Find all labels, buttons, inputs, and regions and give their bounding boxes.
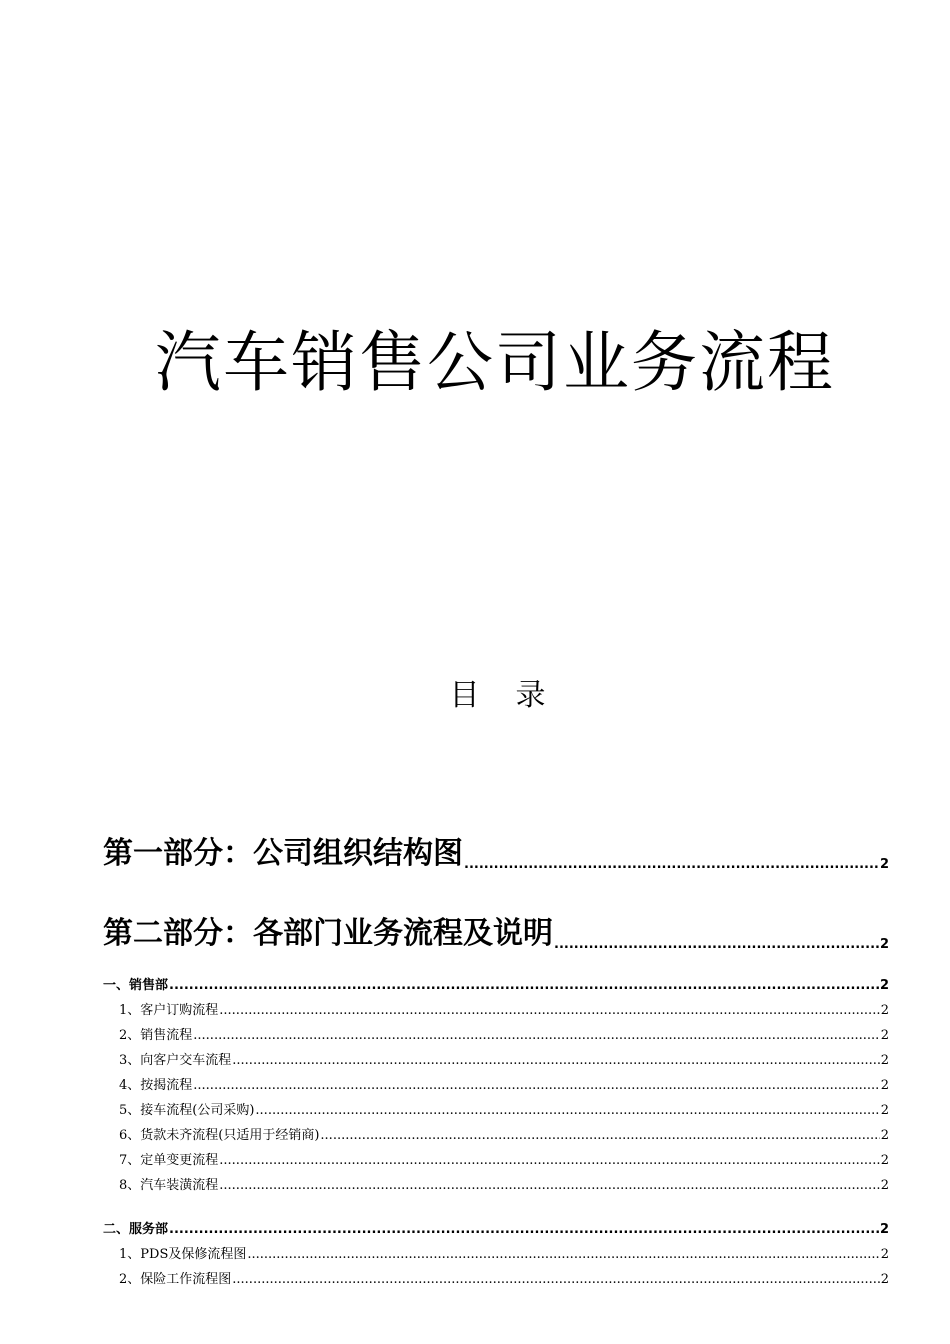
toc-item-label: 4、按揭流程 — [119, 1078, 193, 1093]
toc-section-service[interactable] — [103, 1219, 889, 1241]
toc-part-label: 第一部分：公司组织结构图 — [103, 836, 463, 871]
toc-leader-dots — [219, 1150, 879, 1172]
toc-page-number: 2 — [880, 1003, 889, 1018]
toc-item[interactable] — [103, 1175, 889, 1197]
toc-leader-dots — [247, 1244, 879, 1266]
toc-item[interactable] — [103, 1150, 889, 1172]
toc-item-label: 2、销售流程 — [119, 1028, 193, 1043]
toc-leader-dots — [232, 1050, 879, 1072]
document-title: 汽车销售公司业务流程 — [155, 324, 835, 401]
toc-item[interactable] — [103, 1050, 889, 1072]
toc-section-label: 一、销售部 — [103, 978, 169, 993]
toc-item-label: 3、向客户交车流程 — [119, 1053, 232, 1068]
toc-part-2[interactable] — [103, 912, 889, 956]
toc-leader-dots — [169, 975, 879, 997]
toc-heading — [0, 674, 950, 718]
toc-item-label: 6、货款未齐流程(只适用于经销商) — [119, 1128, 320, 1143]
toc-part-label: 第二部分：各部门业务流程及说明 — [103, 916, 553, 951]
toc-item-label: 1、客户订购流程 — [119, 1003, 219, 1018]
toc-leader-dots — [219, 1175, 879, 1197]
toc-heading-char-2: 录 — [515, 678, 546, 713]
toc-leader-dots — [554, 934, 879, 956]
toc-leader-dots — [219, 1000, 879, 1022]
toc-leader-dots — [193, 1025, 879, 1047]
toc-page-number: 2 — [880, 1178, 889, 1193]
toc-page-number: 2 — [880, 1078, 889, 1093]
toc-part-1[interactable] — [103, 832, 889, 876]
toc-item[interactable] — [103, 1100, 889, 1122]
toc-item-label: 2、保险工作流程图 — [119, 1272, 232, 1287]
toc-section-label: 二、服务部 — [103, 1222, 169, 1237]
toc-page-number: 2 — [880, 1053, 889, 1068]
toc-item-label: 8、汽车装潢流程 — [119, 1178, 219, 1193]
toc-leader-dots — [169, 1219, 879, 1241]
toc-item[interactable] — [103, 1075, 889, 1097]
toc-leader-dots — [320, 1125, 879, 1147]
toc-item[interactable] — [103, 1125, 889, 1147]
toc-page-number: 2 — [879, 1222, 889, 1237]
toc-page-number: 2 — [880, 1128, 889, 1143]
toc-section-sales[interactable] — [103, 975, 889, 997]
toc-page-number: 2 — [880, 1272, 889, 1287]
toc-item[interactable] — [103, 1000, 889, 1022]
toc-item-label: 5、接车流程(公司采购) — [119, 1103, 255, 1118]
toc-leader-dots — [193, 1075, 879, 1097]
toc-page-number: 2 — [880, 1247, 889, 1262]
toc-item[interactable] — [103, 1244, 889, 1266]
toc-item-label: 1、PDS及保修流程图 — [119, 1247, 247, 1262]
toc-heading-char-1: 目 — [449, 678, 480, 713]
toc-page-number: 2 — [880, 1103, 889, 1118]
toc-item-label: 7、定单变更流程 — [119, 1153, 219, 1168]
toc-item[interactable] — [103, 1025, 889, 1047]
toc-page-number: 2 — [879, 857, 889, 872]
toc-page-number: 2 — [880, 1153, 889, 1168]
toc-leader-dots — [464, 854, 879, 876]
toc-page-number: 2 — [879, 937, 889, 952]
toc-item[interactable] — [103, 1269, 889, 1291]
toc-page-number: 2 — [880, 1028, 889, 1043]
toc-page-number: 2 — [879, 978, 889, 993]
toc-leader-dots — [232, 1269, 879, 1291]
toc-leader-dots — [255, 1100, 879, 1122]
